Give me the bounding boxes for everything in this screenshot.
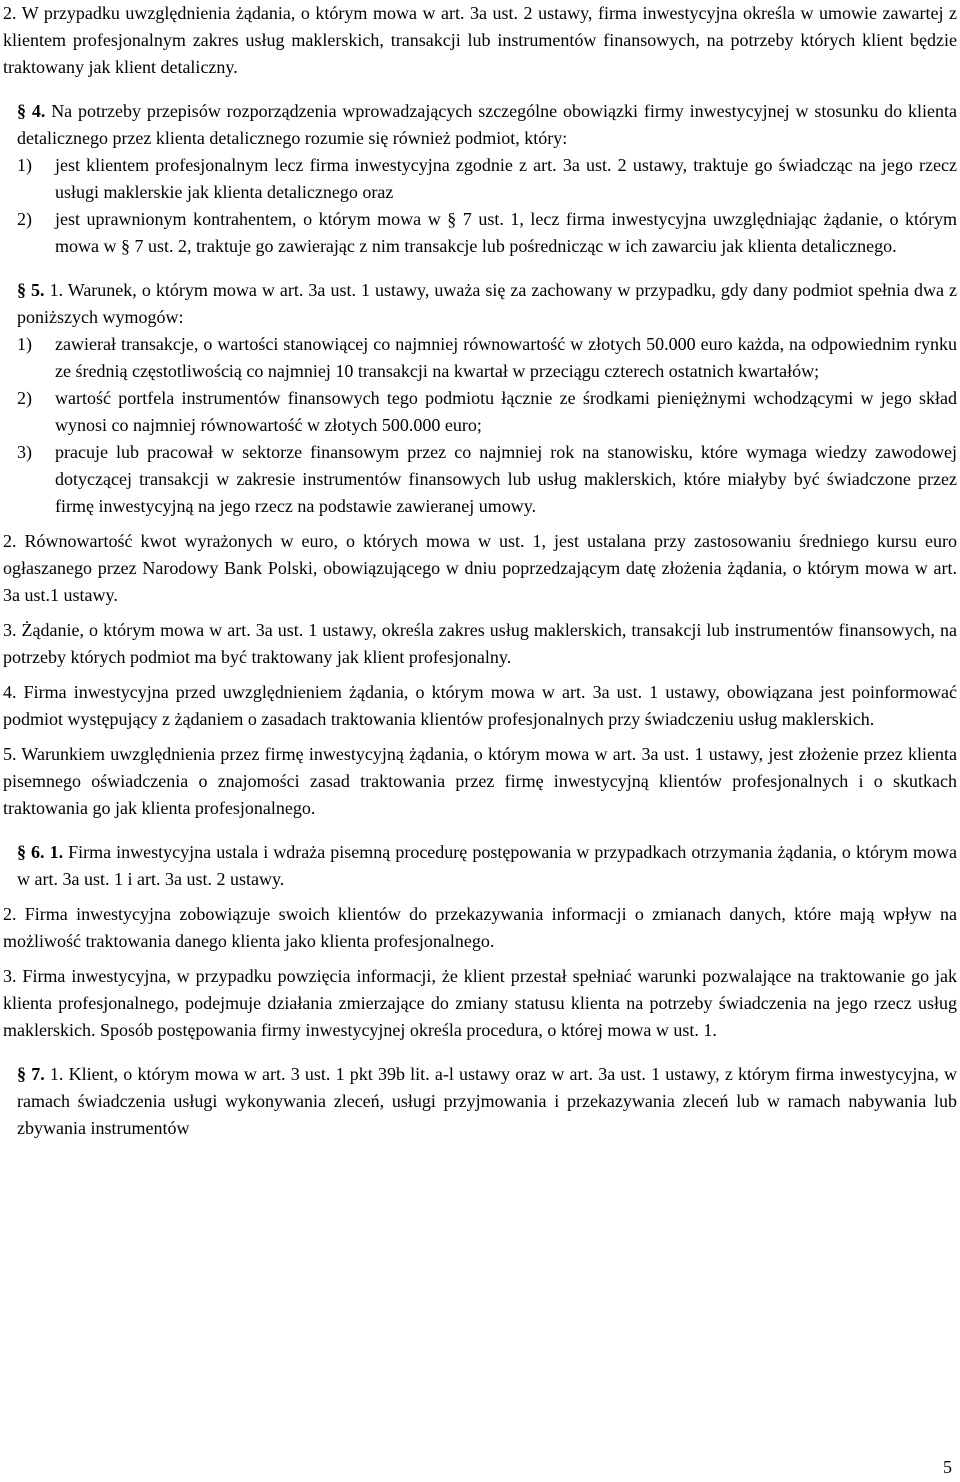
list-item-number: 3) xyxy=(17,442,32,462)
document-page xyxy=(3,0,957,1142)
section-6-para-2: 2. Firma inwestycyjna zobowiązuje swoich klientów do przekazywania informacji o zmianach danych, które mają wpływ na możliwość traktowania danego klienta jako klienta profesjonalnego. xyxy=(3,904,957,951)
list-item-text: pracuje lub pracował w sektorze finansowym przez co najmniej rok na stanowisku, które wymaga wiedzy zawodowej dotyczącej transakcji w zakresie instrumentów finansowych lub usług maklerskich, które miałyby być świadczone przez firmę inwestycyjną na jego rzecz na podstawie zawieranej umowy. xyxy=(55,442,957,516)
section-4 xyxy=(3,98,957,260)
section-6-mark: § 6. 1. xyxy=(17,842,64,862)
section-5-mark: § 5. xyxy=(17,280,45,300)
section-5-text: 1. Warunek, o którym mowa w art. 3a ust. 1 ustawy, uważa się za zachowany w przypadku, gdy dany podmiot spełnia dwa z poniższych wymogów: xyxy=(17,280,958,327)
list-item-number: 1) xyxy=(17,334,32,354)
list-item xyxy=(3,331,957,385)
list-item-number: 2) xyxy=(17,388,32,408)
list-item-text: jest uprawnionym kontrahentem, o którym mowa w § 7 ust. 1, lecz firma inwestycyjna uwzględniając żądanie, o którym mowa w § 7 ust. 2, traktuje go zawierając z nim transakcje lub pośrednicząc w ich zawarciu jak klienta detalicznego. xyxy=(55,209,957,256)
section-6 xyxy=(3,839,957,1044)
section-5-para-2: 2. Równowartość kwot wyrażonych w euro, o których mowa w ust. 1, jest ustalana przy zastosowaniu średniego kursu euro ogłaszanego przez Narodowy Bank Polski, obowiązującego w dniu poprzedzającym datę złożenia żądania, o którym mowa w art. 3a ust.1 ustawy. xyxy=(3,531,957,605)
section-7-lead xyxy=(3,1061,957,1142)
section-4-text: Na potrzeby przepisów rozporządzenia wprowadzających szczególne obowiązki firmy inwestycyjnej w stosunku do klienta detalicznego przez klienta detalicznego rozumie się również podmiot, który: xyxy=(17,101,957,148)
section-5-para-3: 3. Żądanie, o którym mowa w art. 3a ust. 1 ustawy, określa zakres usług maklerskich, transakcji lub instrumentów finansowych, na potrzeby których podmiot ma być traktowany jak klient profesjonalny. xyxy=(3,620,957,667)
list-item-text: zawierał transakcje, o wartości stanowiącej co najmniej równowartość w złotych 50.000 euro każda, na odpowiednim rynku ze średnią częstotliwością co najmniej 10 transakcji na kwartał w przeciągu czterech ostatnich kwartałów; xyxy=(55,334,957,381)
list-item xyxy=(3,152,957,206)
section-4-lead xyxy=(3,98,957,152)
list-item-number: 1) xyxy=(17,155,32,175)
section-5-lead xyxy=(3,277,957,331)
section-5 xyxy=(3,277,957,822)
page-number: 5 xyxy=(943,1457,952,1477)
section-6-para-3: 3. Firma inwestycyjna, w przypadku powzięcia informacji, że klient przestał spełniać warunki pozwalające na traktowanie go jak klienta profesjonalnego, podejmuje działania zmierzające do zmiany statusu klienta na potrzeby świadczenia na jego rzecz usług maklerskich. Sposób postępowania firmy inwestycyjnej określa procedura, o której mowa w ust. 1. xyxy=(3,966,957,1040)
section-7-text: 1. Klient, o którym mowa w art. 3 ust. 1 pkt 39b lit. a-l ustawy oraz w art. 3a ust. 1 ustawy, z którym firma inwestycyjna, w ramach świadczenia usługi wykonywania zleceń, usługi przyjmowania i przekazywania zleceń lub w ramach nabywania lub zbywania instrumentów xyxy=(17,1064,958,1138)
list-item xyxy=(3,385,957,439)
list-item xyxy=(3,439,957,520)
section-7 xyxy=(3,1061,957,1142)
section-5-para-5: 5. Warunkiem uwzględnienia przez firmę inwestycyjną żądania, o którym mowa w art. 3a ust. 1 ustawy, jest złożenie przez klienta pisemnego oświadczenia o znajomości zasad traktowania przez firmę inwestycyjną klientów profesjonalnych i o skutkach traktowania go jak klienta profesjonalnego. xyxy=(3,744,957,818)
section-6-text: Firma inwestycyjna ustala i wdraża pisemną procedurę postępowania w przypadkach otrzymania żądania, o którym mowa w art. 3a ust. 1 i art. 3a ust. 2 ustawy. xyxy=(17,842,957,889)
list-item xyxy=(3,206,957,260)
list-item-text: wartość portfela instrumentów finansowych tego podmiotu łącznie ze środkami pieniężnymi wchodzącymi w jego skład wynosi co najmniej równowartość w złotych 500.000 euro; xyxy=(55,388,957,435)
list-item-number: 2) xyxy=(17,209,32,229)
section-3-para-2: 2. W przypadku uwzględnienia żądania, o którym mowa w art. 3a ust. 2 ustawy, firma inwestycyjna określa w umowie zawartej z klientem profesjonalnym zakres usług maklerskich, transakcji lub instrumentów finansowych, na potrzeby których klient będzie traktowany jak klient detaliczny. xyxy=(3,3,957,77)
section-5-para-4: 4. Firma inwestycyjna przed uwzględnieniem żądania, o którym mowa w art. 3a ust. 1 ustawy, obowiązana jest poinformować podmiot występujący z żądaniem o zasadach traktowania klientów profesjonalnych przy świadczeniu usług maklerskich. xyxy=(3,682,957,729)
list-item-text: jest klientem profesjonalnym lecz firma inwestycyjna zgodnie z art. 3a ust. 2 ustawy, traktuje go świadcząc na jego rzecz usługi maklerskie jak klienta detalicznego oraz xyxy=(55,155,957,202)
section-6-lead xyxy=(3,839,957,893)
section-4-mark: § 4. xyxy=(17,101,46,121)
section-7-mark: § 7. xyxy=(17,1064,45,1084)
